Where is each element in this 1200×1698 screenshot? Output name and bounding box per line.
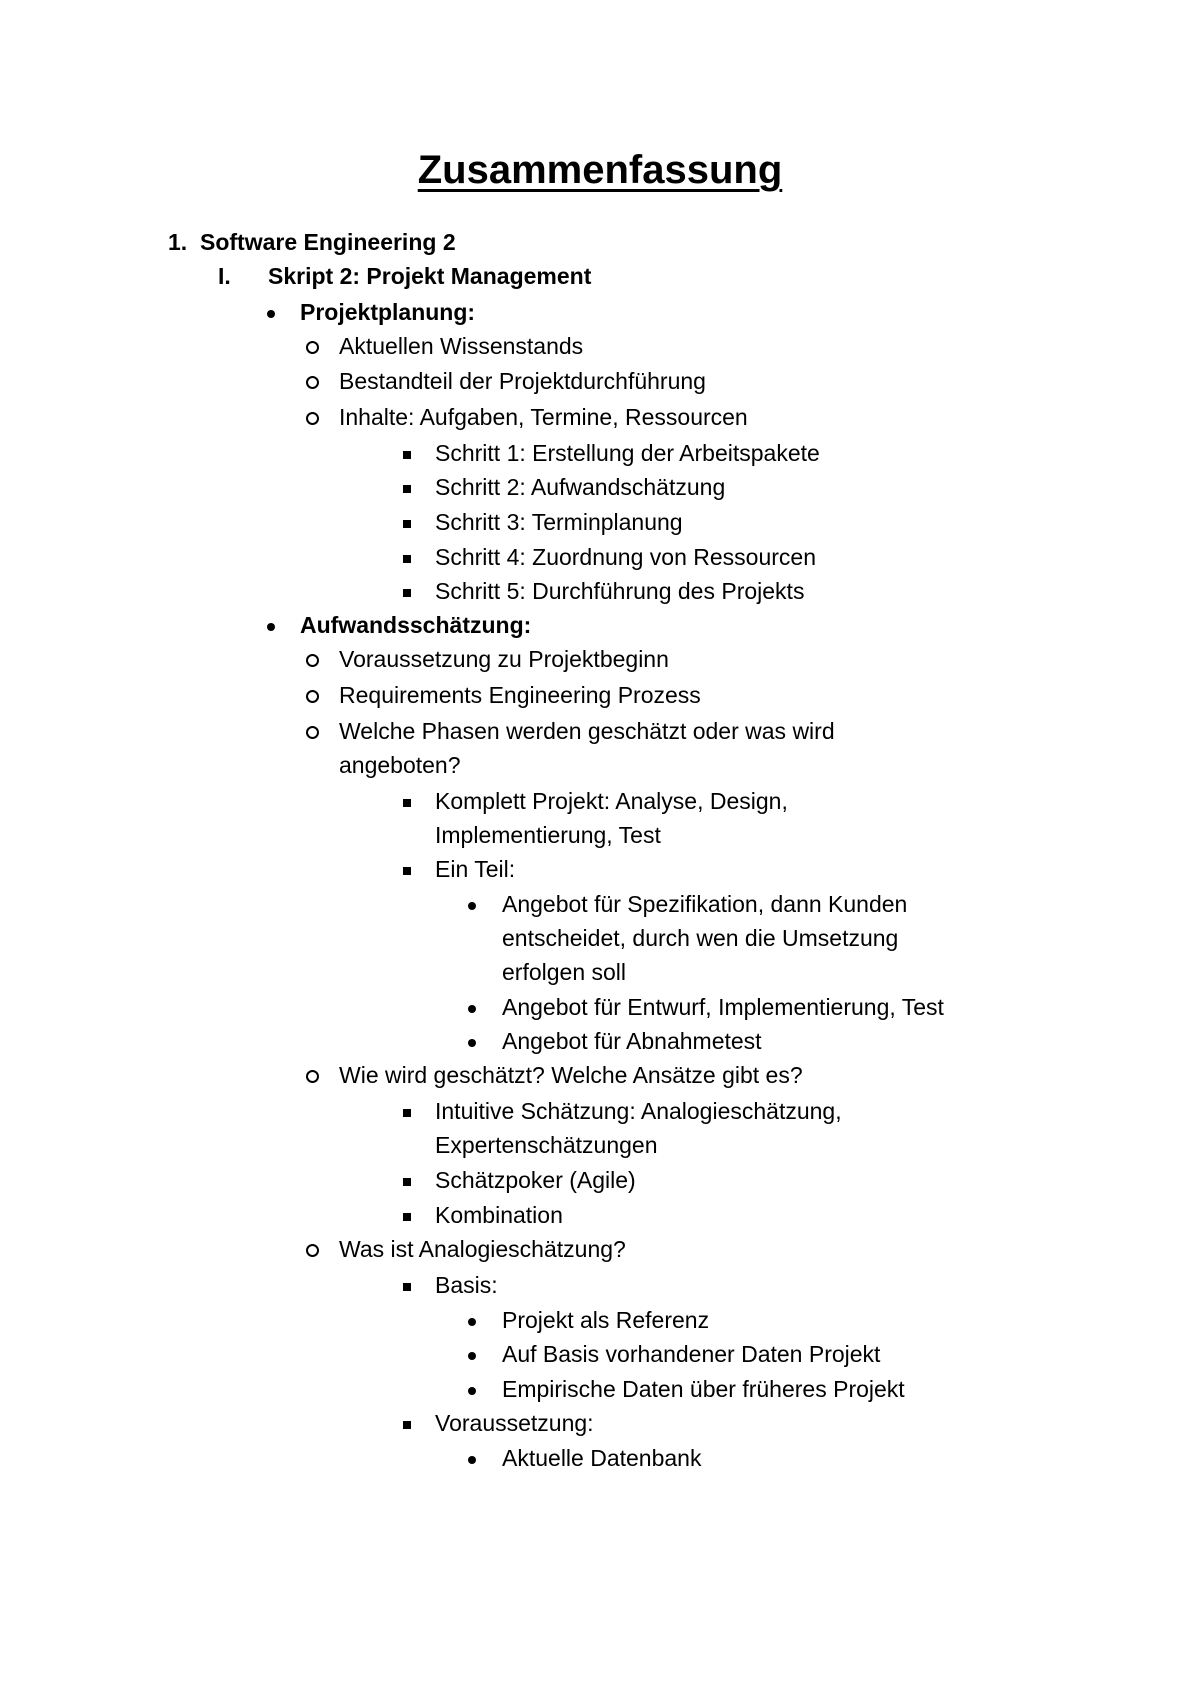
list-item-text: Voraussetzung zu Projektbeginn <box>339 646 669 672</box>
bullet-square-icon <box>403 468 411 506</box>
list-item-text: Inhalte: Aufgaben, Termine, Ressourcen <box>339 404 748 430</box>
list-item-text: Intuitive Schätzung: Analogieschätzung, <box>435 1098 842 1124</box>
bullet-dot-icon <box>267 293 275 331</box>
list-item-text: entscheidet, durch wen die Umsetzung <box>502 925 899 951</box>
bullet-dot-icon <box>468 1022 476 1060</box>
bullet-circle-icon <box>306 1230 319 1268</box>
bullet-circle-icon <box>306 640 319 678</box>
list-item-text: Schätzpoker (Agile) <box>435 1167 636 1193</box>
list-item-text: Wie wird geschätzt? Welche Ansätze gibt es? <box>339 1062 803 1088</box>
bullet-square-icon <box>403 1092 411 1130</box>
list-item-text: Schritt 2: Aufwandschätzung <box>435 474 726 500</box>
bullet-circle-icon <box>306 398 319 436</box>
bullet-dot-icon <box>468 1301 476 1339</box>
bullet-square-icon <box>403 538 411 576</box>
list-number: 1. <box>168 229 188 255</box>
bullet-circle-icon <box>306 1056 319 1094</box>
list-item-text: Empirische Daten über früheres Projekt <box>502 1376 905 1402</box>
document-title: Zusammenfassung <box>417 148 783 192</box>
bullet-circle-icon <box>306 327 319 365</box>
list-item-text: Auf Basis vorhandener Daten Projekt <box>502 1341 881 1367</box>
bullet-dot-icon <box>468 988 476 1026</box>
bullet-dot-icon <box>468 1335 476 1373</box>
list-item-text: Schritt 5: Durchführung des Projekts <box>435 578 805 604</box>
list-item-text: Angebot für Entwurf, Implementierung, Test <box>502 994 944 1020</box>
list-item-text: Schritt 3: Terminplanung <box>435 509 683 535</box>
list-item-text: Kombination <box>435 1202 563 1228</box>
list-item-text: Schritt 4: Zuordnung von Ressourcen <box>435 544 816 570</box>
list-item-text: Skript 2: Projekt Management <box>268 263 592 289</box>
bullet-circle-icon <box>306 712 319 750</box>
bullet-square-icon <box>403 503 411 541</box>
section-heading: Aufwandsschätzung: <box>300 612 532 638</box>
bullet-square-icon <box>403 1404 411 1442</box>
list-item-text: Aktuelle Datenbank <box>502 1445 702 1471</box>
bullet-square-icon <box>403 1266 411 1304</box>
list-item-text: Angebot für Spezifikation, dann Kunden <box>502 891 908 917</box>
list-item-text: Basis: <box>435 1272 498 1298</box>
bullet-square-icon <box>403 572 411 610</box>
list-item-text: angeboten? <box>339 752 461 778</box>
bullet-square-icon <box>403 782 411 820</box>
list-item-text: Komplett Projekt: Analyse, Design, <box>435 788 788 814</box>
bullet-square-icon <box>403 434 411 472</box>
list-item-text: Projekt als Referenz <box>502 1307 710 1333</box>
bullet-circle-icon <box>306 362 319 400</box>
list-item-text: Ein Teil: <box>435 856 516 882</box>
list-item-text: Welche Phasen werden geschätzt oder was wird <box>339 718 835 744</box>
bullet-square-icon <box>403 1196 411 1234</box>
list-number: I. <box>218 263 231 289</box>
bullet-square-icon <box>403 850 411 888</box>
bullet-circle-icon <box>306 676 319 714</box>
bullet-dot-icon <box>468 1370 476 1408</box>
section-heading: Projektplanung: <box>300 299 476 325</box>
bullet-dot-icon <box>468 885 476 923</box>
list-item-text: Schritt 1: Erstellung der Arbeitspakete <box>435 440 820 466</box>
bullet-dot-icon <box>267 606 275 644</box>
list-item-text: Aktuellen Wissenstands <box>339 333 584 359</box>
list-item-text: Voraussetzung: <box>435 1410 594 1436</box>
list-item-text: Was ist Analogieschätzung? <box>339 1236 626 1262</box>
list-item-text: Software Engineering 2 <box>200 229 456 255</box>
list-item-text: erfolgen soll <box>502 959 627 985</box>
list-item-text: Requirements Engineering Prozess <box>339 682 701 708</box>
list-item-text: Implementierung, Test <box>435 822 661 848</box>
bullet-square-icon <box>403 1161 411 1199</box>
list-item-text: Expertenschätzungen <box>435 1132 658 1158</box>
list-item-text: Bestandteil der Projektdurchführung <box>339 368 706 394</box>
bullet-dot-icon <box>468 1439 476 1477</box>
list-item-text: Angebot für Abnahmetest <box>502 1028 762 1054</box>
